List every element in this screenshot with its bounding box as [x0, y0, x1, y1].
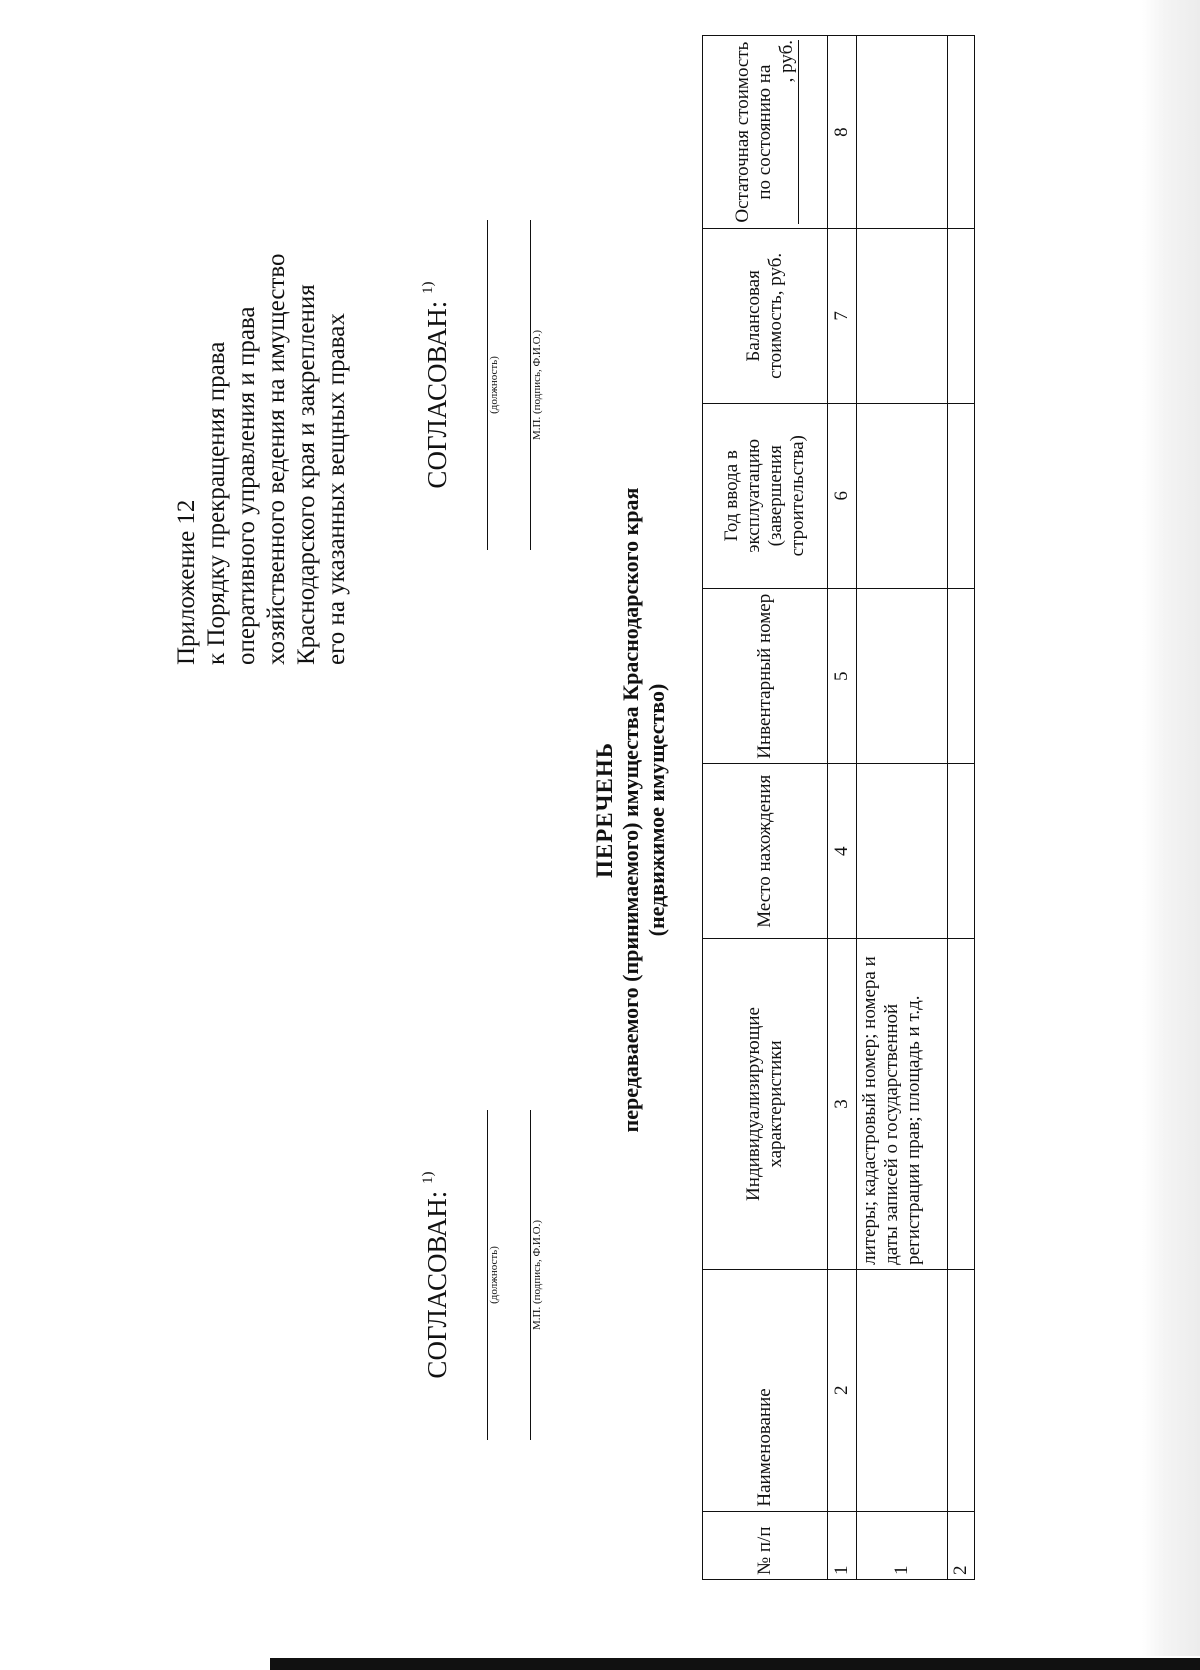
column-numbers-row [828, 36, 857, 1580]
approval-title: СОГЛАСОВАН: [422, 300, 452, 489]
row-balance [857, 229, 948, 403]
row-balance [948, 229, 975, 403]
table-row [948, 36, 975, 1580]
row-year [857, 403, 948, 588]
scan-margin-edge [1142, 0, 1200, 1670]
header-cell-inventory: Инвентарный номер [703, 589, 828, 764]
header-residual-suffix: , руб. [776, 40, 799, 224]
header-cell-number: № п/п [703, 1511, 828, 1579]
position-caption: (должность) [488, 356, 500, 414]
column-number: 1 [828, 1511, 857, 1579]
table-header-row [703, 36, 828, 1580]
appendix-line: его на указанных вещных правах [323, 313, 350, 665]
column-number: 2 [828, 1269, 857, 1511]
row-characteristics: литеры; кадастровый номер; номера и даты записей о государственной регистрации прав; площадь и т.д. [857, 939, 948, 1270]
document-page [12, 0, 1087, 1600]
header-cell-location: Место нахождения [703, 764, 828, 939]
signature-caption: М.П. (подпись, Ф.И.О.) [531, 1220, 543, 1330]
appendix-line: оперативного управления и права [233, 306, 260, 665]
header-residual-label: Остаточная стоимость по состоянию на [731, 41, 775, 223]
appendix-header [172, 145, 352, 665]
row-characteristics [948, 939, 975, 1270]
row-residual [857, 36, 948, 229]
document-subtitle: передаваемого (принимаемого) имущества Краснодарского края [618, 487, 643, 1133]
appendix-line: к Порядку прекращения права [203, 341, 230, 665]
header-cell-balance: Балансовая стоимость, руб. [703, 229, 828, 403]
column-number: 6 [828, 403, 857, 588]
column-number: 5 [828, 589, 857, 764]
document-title: ПЕРЕЧЕНЬ [592, 742, 617, 878]
column-number: 4 [828, 764, 857, 939]
approval-block-right [422, 170, 543, 600]
row-location [948, 764, 975, 939]
approval-footnote: 1) [420, 1171, 436, 1184]
header-cell-characteristics: Индивидуализирующие характеристики [703, 939, 828, 1270]
row-residual [948, 36, 975, 229]
scan-bottom-edge [270, 1658, 1200, 1670]
header-cell-name: Наименование [703, 1269, 828, 1511]
row-name [857, 1269, 948, 1511]
row-inventory [857, 589, 948, 764]
document-subtitle-2: (недвижимое имущество) [644, 683, 669, 937]
row-number: 2 [948, 1511, 975, 1579]
document-title-block [592, 380, 670, 1240]
row-year [948, 403, 975, 588]
approval-footnote: 1) [420, 281, 436, 294]
column-number: 7 [828, 229, 857, 403]
approval-block-left [422, 1060, 543, 1490]
column-number: 3 [828, 939, 857, 1270]
header-cell-residual [703, 36, 828, 229]
row-number: 1 [857, 1511, 948, 1579]
approval-heading [422, 170, 453, 600]
appendix-line: Приложение 12 [173, 499, 200, 665]
row-inventory [948, 589, 975, 764]
position-caption: (должность) [488, 1246, 500, 1304]
appendix-line: Краснодарского края и закрепления [293, 284, 320, 665]
row-location [857, 764, 948, 939]
header-cell-year: Год ввода в эксплуатацию (завершения строительства) [703, 403, 828, 588]
signature-caption: М.П. (подпись, Ф.И.О.) [531, 330, 543, 440]
property-table [702, 35, 975, 1580]
approval-title: СОГЛАСОВАН: [422, 1190, 452, 1379]
table-row [857, 36, 948, 1580]
column-number: 8 [828, 36, 857, 229]
appendix-line: хозяйственного ведения на имущество [263, 253, 290, 665]
row-name [948, 1269, 975, 1511]
approval-heading [422, 1060, 453, 1490]
